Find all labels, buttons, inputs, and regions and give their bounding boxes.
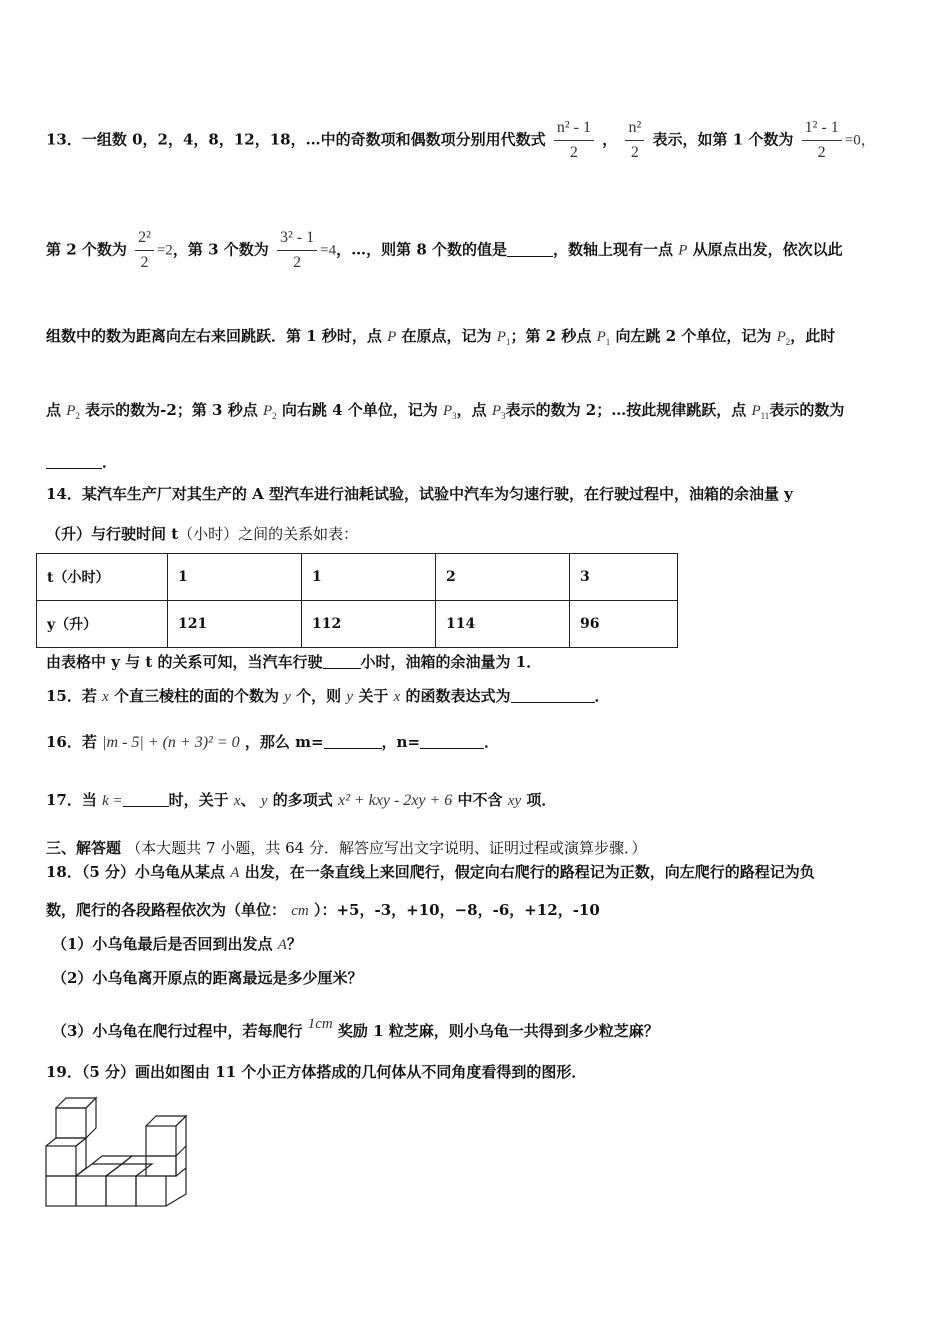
- answer-blank[interactable]: [511, 688, 595, 703]
- cube-edge: [176, 1146, 186, 1156]
- q19-line: 19．（5 分）画出如图由 11 个小正方体搭成的几何体从不同角度看得到的图形．: [46, 1063, 587, 1081]
- section-heading: 三、解答题 （本大题共 7 小题，共 64 分．解答应写出文字说明、证明过程或演算步骤．）: [46, 839, 647, 857]
- polynomial: x² + kxy - 2xy + 6: [337, 792, 453, 809]
- q13-line-4: 点 $P_2$ 表示的数为-2；第 3 秒点 $P_2$ 向右跳 4 个单位，记为 $P_3$，点 $P_3$表示的数为 2；…按此规律跳跃，点 $P_{11}$表示的数为: [46, 401, 845, 421]
- table-cell: t（小时）: [37, 554, 168, 601]
- q14-line-1: 14．某汽车生产厂对其生产的 A 型汽车进行油耗试验，试验中汽车为匀速行驶，在行驶过程中，油箱的余油量 y: [46, 485, 793, 503]
- fraction-even: $\frac{\text{n²}}{2}$: [625, 118, 644, 163]
- cube-side: [86, 1098, 96, 1138]
- table-cell: 2: [436, 554, 570, 601]
- cube-face: [46, 1146, 76, 1176]
- cube-top: [46, 1138, 86, 1146]
- table-cell: 3: [570, 554, 678, 601]
- cube-top: [92, 1156, 132, 1164]
- cube-face: [46, 1176, 76, 1206]
- cube-edge: [176, 1168, 186, 1176]
- cube-face: [76, 1176, 106, 1206]
- cube-face: [146, 1156, 176, 1176]
- q14-line-2: （升）与行驶时间 t（小时）之间的关系如表：: [46, 525, 359, 543]
- answer-blank[interactable]: [323, 654, 361, 669]
- answer-blank[interactable]: [46, 454, 102, 469]
- q18-line-1: 18．（5 分）小乌龟从某点 A 出发，在一条直线上来回爬行，假定向右爬行的路程记为正数，向左爬行的路程记为负: [46, 863, 815, 881]
- cube-face: [56, 1108, 86, 1138]
- cube-edge: [166, 1156, 176, 1176]
- table-cell: 1: [302, 554, 436, 601]
- equation: |m - 5| + (n + 3)² = 0: [102, 734, 240, 751]
- fuel-table: [36, 553, 678, 648]
- table-cell: 112: [302, 601, 436, 648]
- cube-stack-figure: [44, 1094, 194, 1210]
- cube-top: [146, 1116, 186, 1126]
- q18-part-3: （3）小乌龟在爬行过程中，若每爬行 1cm 奖励 1 粒芝麻，则小乌龟一共得到多少粒芝麻？: [52, 1016, 659, 1040]
- cube-face: [146, 1126, 176, 1156]
- table-cell: 121: [168, 601, 302, 648]
- answer-blank[interactable]: [507, 242, 553, 257]
- q16-line: 16．若 |m - 5| + (n + 3)² = 0 ，那么 m= ，n= ．: [46, 733, 500, 751]
- answer-blank[interactable]: [324, 734, 382, 749]
- table-row: [37, 601, 678, 648]
- q13-line-3: 组数中的数为距离向左右来回跳跃．第 1 秒时，点 P 在原点，记为 $P_1$；第 2 秒点 $P_1$ 向左跳 2 个单位，记为 $P_2$，此时: [46, 327, 836, 347]
- cube-top: [122, 1156, 146, 1164]
- q13-answer-line: ．: [46, 452, 910, 472]
- cube-top: [106, 1164, 152, 1176]
- q13-line-2: 第 2 个数为 $\frac{\text{2²}}{2}$ =2，第 3 个数为 $\frac{\text{3² - 1}}{2}$ =4，…，则第 8 个数的值是 ，数轴上现有一点 P 从原点出发，依次以此: [46, 229, 843, 271]
- q17-line: 17．当 k = 时，关于 x、 y 的多项式 x² + kxy - 2xy + 6 中不含 xy 项．: [46, 791, 557, 809]
- table-cell: 96: [570, 601, 678, 648]
- q14-after-table: 由表格中 y 与 t 的关系可知，当汽车行驶 小时，油箱的余油量为 1．: [46, 653, 542, 671]
- q18-line-2: 数，爬行的各段路程依次为（单位： cm ）：+5，-3，+10，−8，-6，+12，-10: [46, 901, 600, 919]
- cube-face: [136, 1176, 166, 1206]
- fraction-second: $\frac{\text{2²}}{2}$: [135, 228, 154, 273]
- answer-blank[interactable]: [420, 734, 484, 749]
- q18-part-1: （1）小乌龟最后是否回到出发点 A？: [52, 935, 302, 953]
- fraction-third: $\frac{\text{3² - 1}}{2}$: [277, 228, 317, 273]
- q15-line: 15．若 x 个直三棱柱的面的个数为 y 个，则 y 关于 x 的函数表达式为 ．: [46, 687, 610, 705]
- cube-top: [56, 1098, 96, 1108]
- table-cell: y（升）: [37, 601, 168, 648]
- q13-line-1: 13．一组数 0，2，4，8，12，18，…中的奇数项和偶数项分别用代数式 $\frac{\text{n² - 1}}{2}$ ， $\frac{\text{n²}}{2}$ 表示，如第 1 个数为 $\frac{\text{1² - 1}}{2}$ =0，: [46, 119, 876, 161]
- table-cell: 1: [168, 554, 302, 601]
- q13-text: 13．一组数 0，2，4，8，12，18，…中的奇数项和偶数项分别用代数式: [46, 130, 546, 149]
- table-row: [37, 554, 678, 601]
- answer-blank[interactable]: [123, 792, 169, 807]
- fraction-odd: $\frac{\text{n² - 1}}{2}$: [554, 118, 594, 163]
- table-cell: 114: [436, 601, 570, 648]
- q18-part-2: （2）小乌龟离开原点的距离最远是多少厘米？: [52, 969, 363, 987]
- cube-face: [106, 1176, 136, 1206]
- fraction-first: $\frac{\text{1² - 1}}{2}$: [802, 118, 842, 163]
